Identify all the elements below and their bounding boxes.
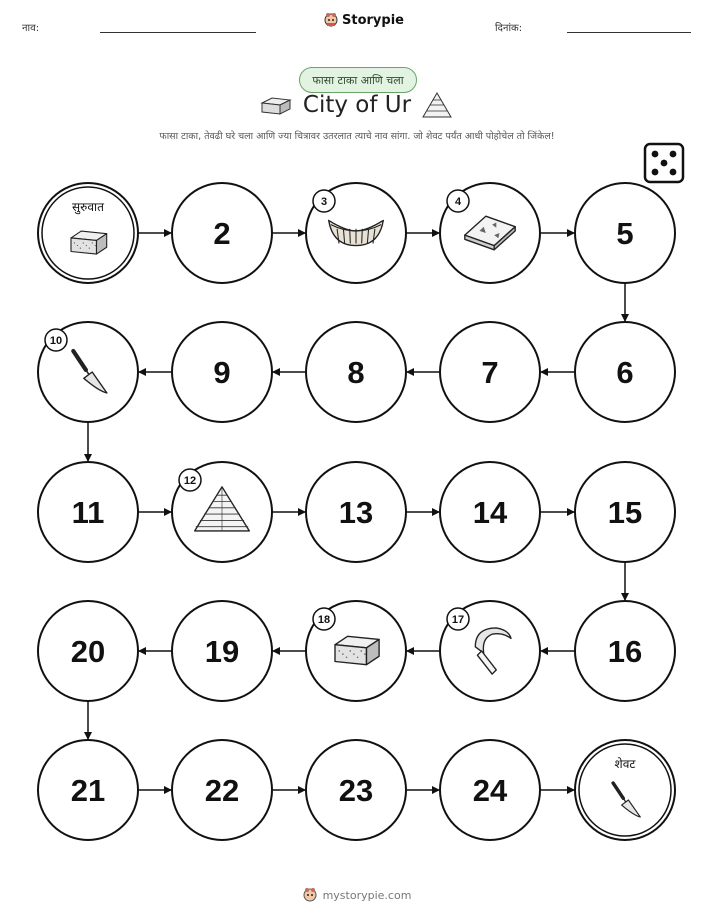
board-space-6[interactable] [575,322,675,422]
brand-name: Storypie [342,12,404,28]
board-space-18[interactable] [306,601,406,701]
page-title: City of Ur [302,92,412,118]
space-number: 14 [472,495,508,530]
space-number: 23 [338,773,374,808]
footer-url[interactable]: mystorypie.com [322,888,412,902]
space-number: 5 [616,216,634,251]
board-space-13[interactable] [306,462,406,562]
space-number: 16 [607,634,643,669]
board-space-20[interactable] [38,601,138,701]
space-number: 6 [616,355,634,390]
start-label: सुरुवात [72,200,104,214]
mudbrick-icon [335,636,379,664]
board-space-9[interactable] [172,322,272,422]
board-space-1[interactable] [38,183,138,283]
space-number: 4 [454,196,462,208]
space-number: 9 [213,355,231,390]
instructions-text: फासा टाका, तेवढी घरे चला आणि ज्या चित्रावर उतरलात त्याचे नाव सांगा. जो शेवट पर्यंत आधी पोहोचेल तो जिंकेल! [159,131,555,142]
footer [0,887,714,903]
board-space-2[interactable] [172,183,272,283]
board-space-23[interactable] [306,740,406,840]
space-number: 19 [204,634,240,669]
space-number: 17 [451,614,465,626]
board-space-5[interactable] [575,183,675,283]
board-space-8[interactable] [306,322,406,422]
space-number: 22 [204,773,240,808]
board-space-14[interactable] [440,462,540,562]
board-space-12[interactable] [172,462,272,562]
board-space-7[interactable] [440,322,540,422]
board-space-11[interactable] [38,462,138,562]
space-number: 7 [481,355,499,390]
end-label: शेवट [614,757,636,771]
space-number: 20 [70,634,106,669]
board-space-3[interactable] [306,183,406,283]
board-space-21[interactable] [38,740,138,840]
board-space-15[interactable] [575,462,675,562]
board-space-4[interactable] [440,183,540,283]
game-type-badge: फासा टाका आणि चला [299,67,417,93]
date-label: दिनांक: [495,23,523,34]
space-number: 24 [472,773,508,808]
board-space-19[interactable] [172,601,272,701]
space-number: 13 [338,495,374,530]
space-number: 15 [607,495,643,530]
board-space-17[interactable] [440,601,540,701]
board-space-24[interactable] [440,740,540,840]
space-number: 18 [317,614,331,626]
space-number: 21 [70,773,106,808]
space-number: 2 [213,216,231,251]
space-circle [575,740,675,840]
mudbrick-icon [71,231,107,254]
space-number: 10 [49,335,63,347]
space-number: 8 [347,355,365,390]
board-space-10[interactable] [38,322,138,422]
board-space-16[interactable] [575,601,675,701]
board-space-22[interactable] [172,740,272,840]
name-label: नाव: [22,23,40,34]
space-number: 11 [71,495,105,530]
board-space-25[interactable] [575,740,675,840]
space-number: 3 [320,196,328,208]
space-number: 12 [183,475,197,487]
storypie-mascot-icon [303,887,317,903]
